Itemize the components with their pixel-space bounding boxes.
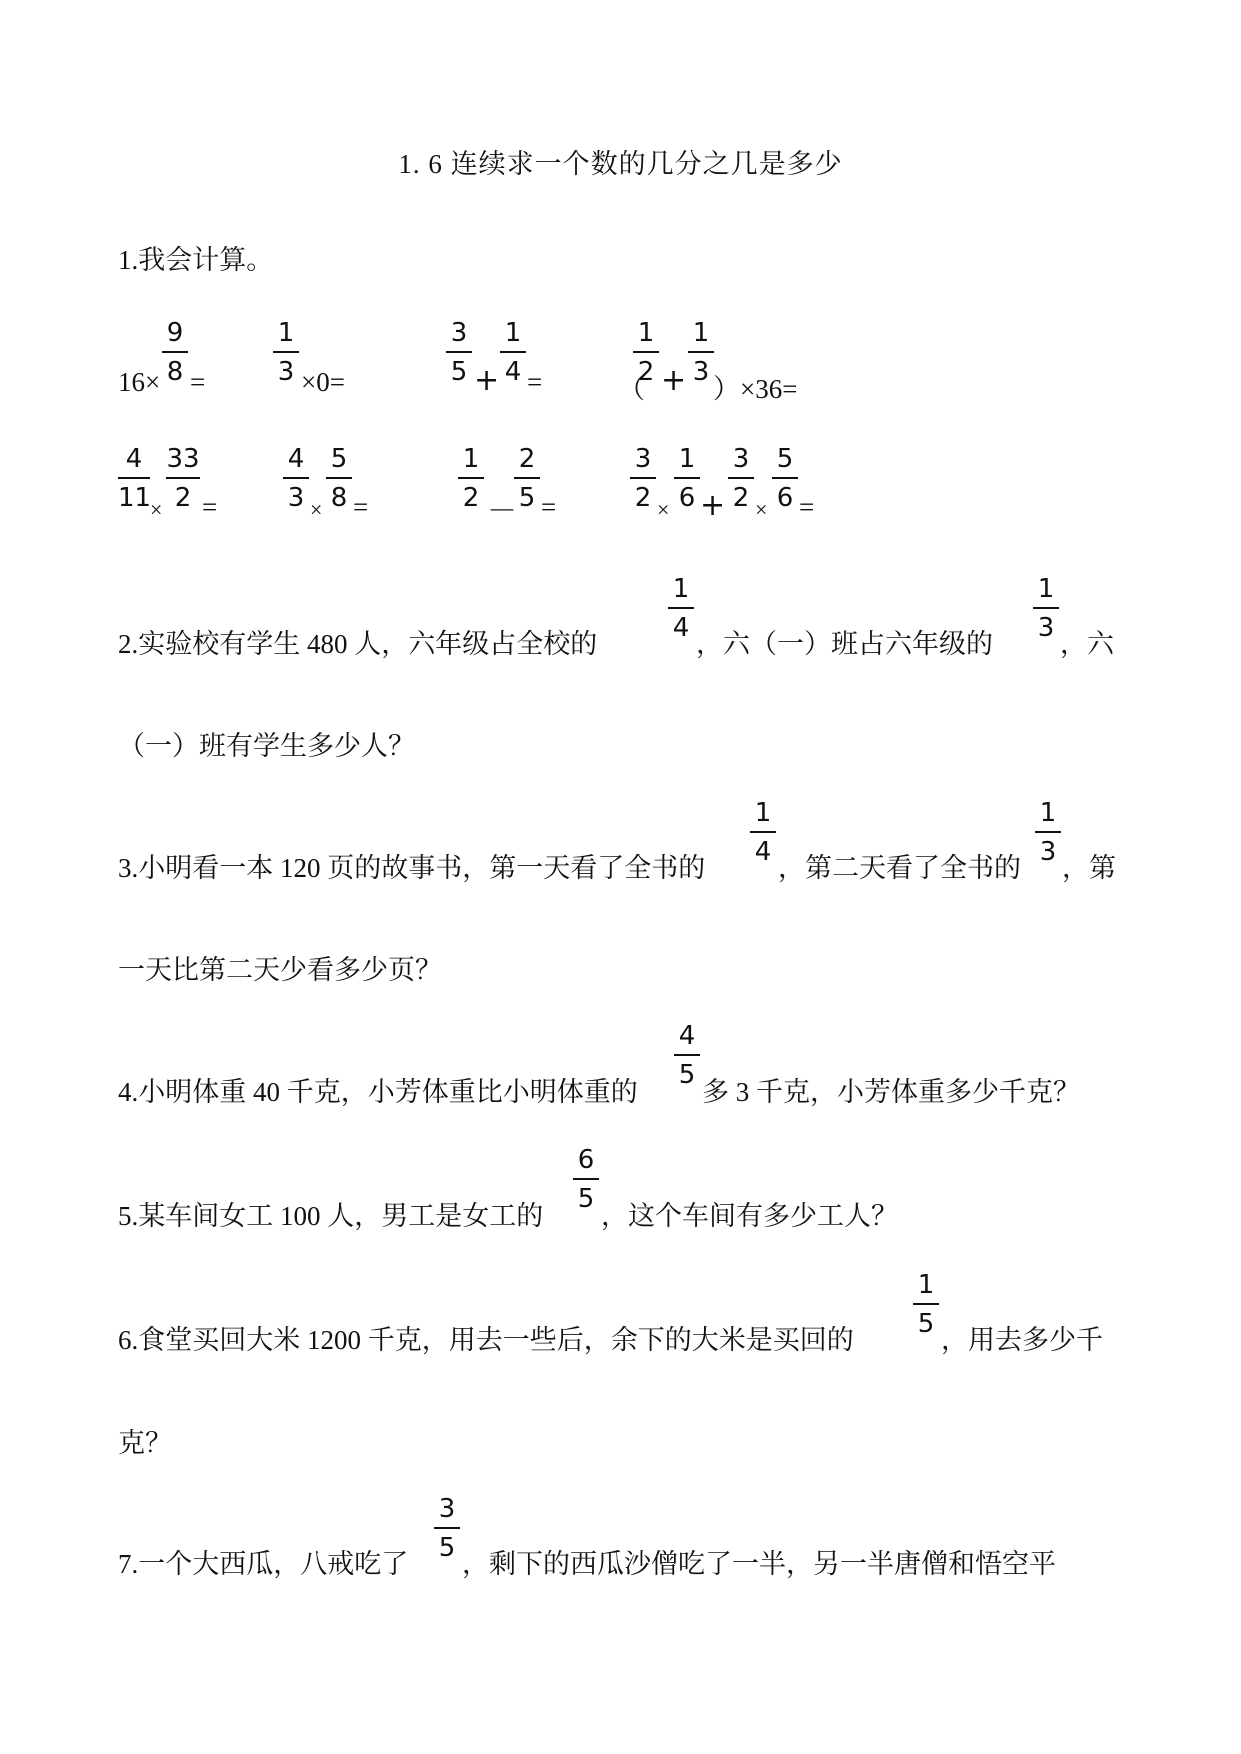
q2-text-b: ，六（一）班占六年级的	[696, 629, 993, 659]
r1e2-fraction: 1 3	[273, 318, 299, 387]
r2e3-fraction-2: 2 5	[514, 444, 540, 513]
r1e4-fraction-2: 1 3	[688, 318, 714, 387]
q4-text-b: 多 3 千克，小芳体重多少千克？	[702, 1077, 1080, 1107]
q3-text-d: 一天比第二天少看多少页？	[118, 955, 442, 985]
q6-fraction: 1 5	[913, 1270, 939, 1339]
r2e2-fraction-1: 4 3	[283, 444, 309, 513]
q6-text-b: ，用去多少千	[941, 1325, 1103, 1355]
r2e2-fraction-2: 5 8	[326, 444, 352, 513]
q5-text-b: ，这个车间有多少工人？	[601, 1201, 898, 1231]
q2-text-c: ，六	[1060, 629, 1114, 659]
q3-fraction-1: 1 4	[750, 798, 776, 867]
r2e4-fraction-1: 3 2	[630, 444, 656, 513]
q6-text-c: 克？	[118, 1428, 172, 1458]
r1e1-equals: =	[190, 367, 206, 397]
r2e4-equals: =	[799, 492, 815, 522]
r1e4-tail: ）×36=	[713, 374, 798, 404]
q4-text-a: 4.小明体重 40 千克，小芳体重比小明体重的	[118, 1077, 638, 1107]
q4-fraction: 4 5	[674, 1021, 700, 1090]
q7-fraction: 3 5	[434, 1494, 460, 1563]
r2e4-fraction-2: 1 6	[674, 444, 700, 513]
q7-text-a: 7.一个大西瓜，八戒吃了	[118, 1549, 409, 1579]
r2e4-times-1: ×	[657, 497, 670, 522]
r2e4-fraction-3: 3 2	[728, 444, 754, 513]
q5-fraction: 6 5	[573, 1145, 599, 1214]
r2e1-fraction-1: 4 11	[118, 444, 152, 513]
r2e1-fraction-2: 33 2	[166, 444, 200, 513]
r2e4-fraction-4: 5 6	[772, 444, 798, 513]
r1e1-prefix: 16×	[118, 367, 161, 397]
r1e3-equals: =	[527, 367, 543, 397]
r2e1-equals: =	[202, 492, 218, 522]
r2e2-equals: =	[353, 492, 369, 522]
q3-fraction-2: 1 3	[1035, 798, 1061, 867]
q2-text-d: （一）班有学生多少人？	[118, 731, 415, 761]
r1e3-fraction-2: 1 4	[500, 318, 526, 387]
r1e2-tail: ×0=	[301, 367, 345, 397]
q2-fraction-1: 1 4	[668, 574, 694, 643]
q2-fraction-2: 1 3	[1033, 574, 1059, 643]
r2e2-times: ×	[310, 497, 323, 522]
page-title: 1. 6 连续求一个数的几分之几是多少	[398, 149, 843, 179]
q3-text-a: 3.小明看一本 120 页的故事书，第一天看了全书的	[118, 853, 706, 883]
q7-text-b: ，剩下的西瓜沙僧吃了一半，另一半唐僧和悟空平	[462, 1549, 1056, 1579]
r1e4-open-paren: （	[618, 374, 645, 404]
r2e4-plus: +	[700, 488, 726, 523]
r1e1-fraction: 9 8	[162, 318, 188, 387]
section-1-heading: 1.我会计算。	[118, 245, 274, 275]
q6-text-a: 6.食堂买回大米 1200 千克，用去一些后，余下的大米是买回的	[118, 1325, 854, 1355]
r1e3-fraction-1: 3 5	[446, 318, 472, 387]
r2e3-equals: =	[541, 492, 557, 522]
r2e1-times: ×	[150, 497, 163, 522]
r1e3-plus: +	[474, 363, 500, 398]
r1e4-fraction-1: 1 2	[633, 318, 659, 387]
r2e4-times-2: ×	[755, 497, 768, 522]
q2-text-a: 2.实验校有学生 480 人，六年级占全校的	[118, 629, 598, 659]
r2e3-fraction-1: 1 2	[458, 444, 484, 513]
q3-text-b: ，第二天看了全书的	[778, 853, 1021, 883]
q3-text-c: ，第	[1062, 853, 1116, 883]
r2e3-minus: －	[487, 494, 517, 529]
r1e4-plus: +	[661, 363, 687, 398]
q5-text-a: 5.某车间女工 100 人，男工是女工的	[118, 1201, 544, 1231]
